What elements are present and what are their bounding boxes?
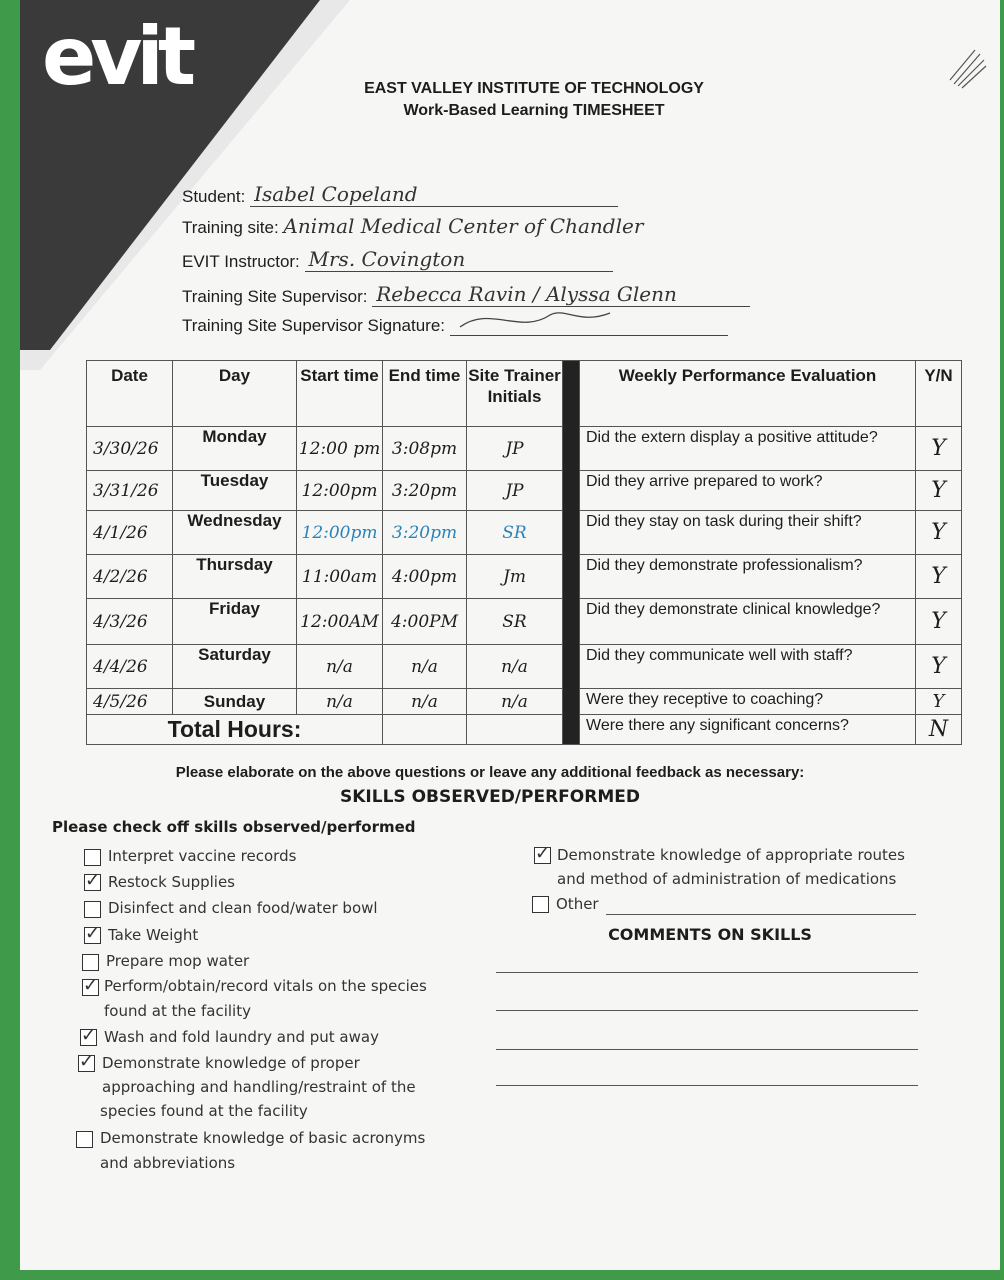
training-site-value[interactable]: Animal Medical Center of Chandler: [283, 214, 644, 238]
total-hours-label: Total Hours:: [87, 715, 383, 745]
skill-checkbox-medications[interactable]: [534, 847, 551, 864]
start-header: Start time: [297, 361, 383, 427]
comment-line[interactable]: [496, 1010, 918, 1011]
initials-header: Site Trainer Initials: [467, 361, 563, 427]
table-row: 4/5/26 Sunday n/a n/a n/a Were they receptive to coaching? Y: [87, 689, 962, 715]
skill-label-vitals-cont: found at the facility: [104, 1002, 251, 1020]
skill-label-other: Other: [556, 895, 599, 913]
table-row: 4/4/26 Saturday n/a n/a n/a Did they communicate well with staff? Y: [87, 645, 962, 689]
instructor-value[interactable]: Mrs. Covington: [305, 247, 613, 272]
yn-header: Y/N: [916, 361, 962, 427]
corner-scribble: [940, 40, 990, 90]
student-value[interactable]: Isabel Copeland: [250, 182, 618, 207]
timesheet-table: [86, 360, 962, 745]
check-skills-heading: Please check off skills observed/performed: [52, 818, 416, 836]
table-header-row: [87, 361, 962, 427]
comment-line[interactable]: [496, 1049, 918, 1050]
skills-heading: SKILLS OBSERVED/PERFORMED: [340, 787, 640, 807]
end-header: End time: [383, 361, 467, 427]
total-hours-end-cell[interactable]: [383, 715, 467, 745]
school-name: EAST VALLEY INSTITUTE OF TECHNOLOGY: [364, 80, 704, 97]
skill-label-disinfect: Disinfect and clean food/water bowl: [108, 899, 378, 917]
table-row: 4/3/26 Friday 12:00AM 4:00PM SR Did they demonstrate clinical knowledge? Y: [87, 599, 962, 645]
skill-label-handling-cont2: species found at the facility: [100, 1102, 308, 1120]
skill-label-vitals: Perform/obtain/record vitals on the species: [104, 977, 427, 995]
skill-label-handling-cont: approaching and handling/restraint of the: [102, 1078, 416, 1096]
comments-heading: COMMENTS ON SKILLS: [608, 925, 812, 944]
skill-label-handling: Demonstrate knowledge of proper: [102, 1054, 360, 1072]
skill-label-vaccine: Interpret vaccine records: [108, 847, 297, 865]
instructor-field: EVIT Instructor: Mrs. Covington: [182, 247, 613, 272]
skill-checkbox-mop[interactable]: [82, 954, 99, 971]
other-line[interactable]: [606, 914, 916, 915]
skill-checkbox-vitals[interactable]: [82, 979, 99, 996]
concerns-question: Were there any significant concerns?: [580, 715, 916, 745]
signature-scribble: [450, 305, 720, 331]
evaluation-header: Weekly Performance Evaluation: [580, 361, 916, 427]
skill-label-acronyms-cont: and abbreviations: [100, 1154, 236, 1172]
supervisor-signature[interactable]: [450, 315, 728, 336]
table-row: 3/30/26 Monday 12:00 pm 3:08pm JP Did the extern display a positive attitude? Y: [87, 427, 962, 471]
skill-label-weight: Take Weight: [108, 926, 199, 944]
skill-checkbox-other[interactable]: [532, 896, 549, 913]
comment-line[interactable]: [496, 972, 918, 973]
skill-checkbox-disinfect[interactable]: [84, 901, 101, 918]
day-header: Day: [173, 361, 297, 427]
total-hours-row: [87, 715, 962, 745]
skill-label-medications: Demonstrate knowledge of appropriate routes: [557, 846, 905, 864]
comment-line[interactable]: [496, 1085, 918, 1086]
supervisor-value[interactable]: Rebecca Ravin / Alyssa Glenn: [372, 282, 750, 307]
divider-bar: [563, 361, 580, 745]
form-title: Work-Based Learning TIMESHEET: [403, 102, 665, 119]
skill-label-restock: Restock Supplies: [108, 873, 236, 891]
evit-logo: evit: [42, 10, 191, 103]
table-row: 4/1/26 Wednesday 12:00pm 3:20pm SR Did they stay on task during their shift? Y: [87, 511, 962, 555]
date-header: Date: [87, 361, 173, 427]
concerns-answer[interactable]: N: [916, 715, 962, 745]
skill-label-mop: Prepare mop water: [106, 952, 250, 970]
skill-checkbox-handling[interactable]: [78, 1055, 95, 1072]
table-row: 3/31/26 Tuesday 12:00pm 3:20pm JP Did they arrive prepared to work? Y: [87, 471, 962, 511]
supervisor-field: Training Site Supervisor: Rebecca Ravin / Alyssa Glenn: [182, 282, 750, 307]
table-row: 4/2/26 Thursday 11:00am 4:00pm Jm Did they demonstrate professionalism? Y: [87, 555, 962, 599]
student-field: Student: Isabel Copeland: [182, 182, 618, 207]
skill-checkbox-acronyms[interactable]: [76, 1131, 93, 1148]
skill-label-laundry: Wash and fold laundry and put away: [104, 1028, 379, 1046]
skill-checkbox-laundry[interactable]: [80, 1029, 97, 1046]
skill-label-medications-cont: and method of administration of medications: [557, 870, 897, 888]
training-site-field: Training site: Animal Medical Center of Chandler: [182, 214, 644, 238]
skill-label-acronyms: Demonstrate knowledge of basic acronyms: [100, 1129, 426, 1147]
elaborate-instructions: Please elaborate on the above questions or leave any additional feedback as necessary:: [175, 764, 805, 781]
skill-checkbox-restock[interactable]: [84, 874, 101, 891]
total-hours-initials-cell[interactable]: [467, 715, 563, 745]
skill-checkbox-vaccine[interactable]: [84, 849, 101, 866]
signature-field: Training Site Supervisor Signature:: [182, 315, 728, 336]
